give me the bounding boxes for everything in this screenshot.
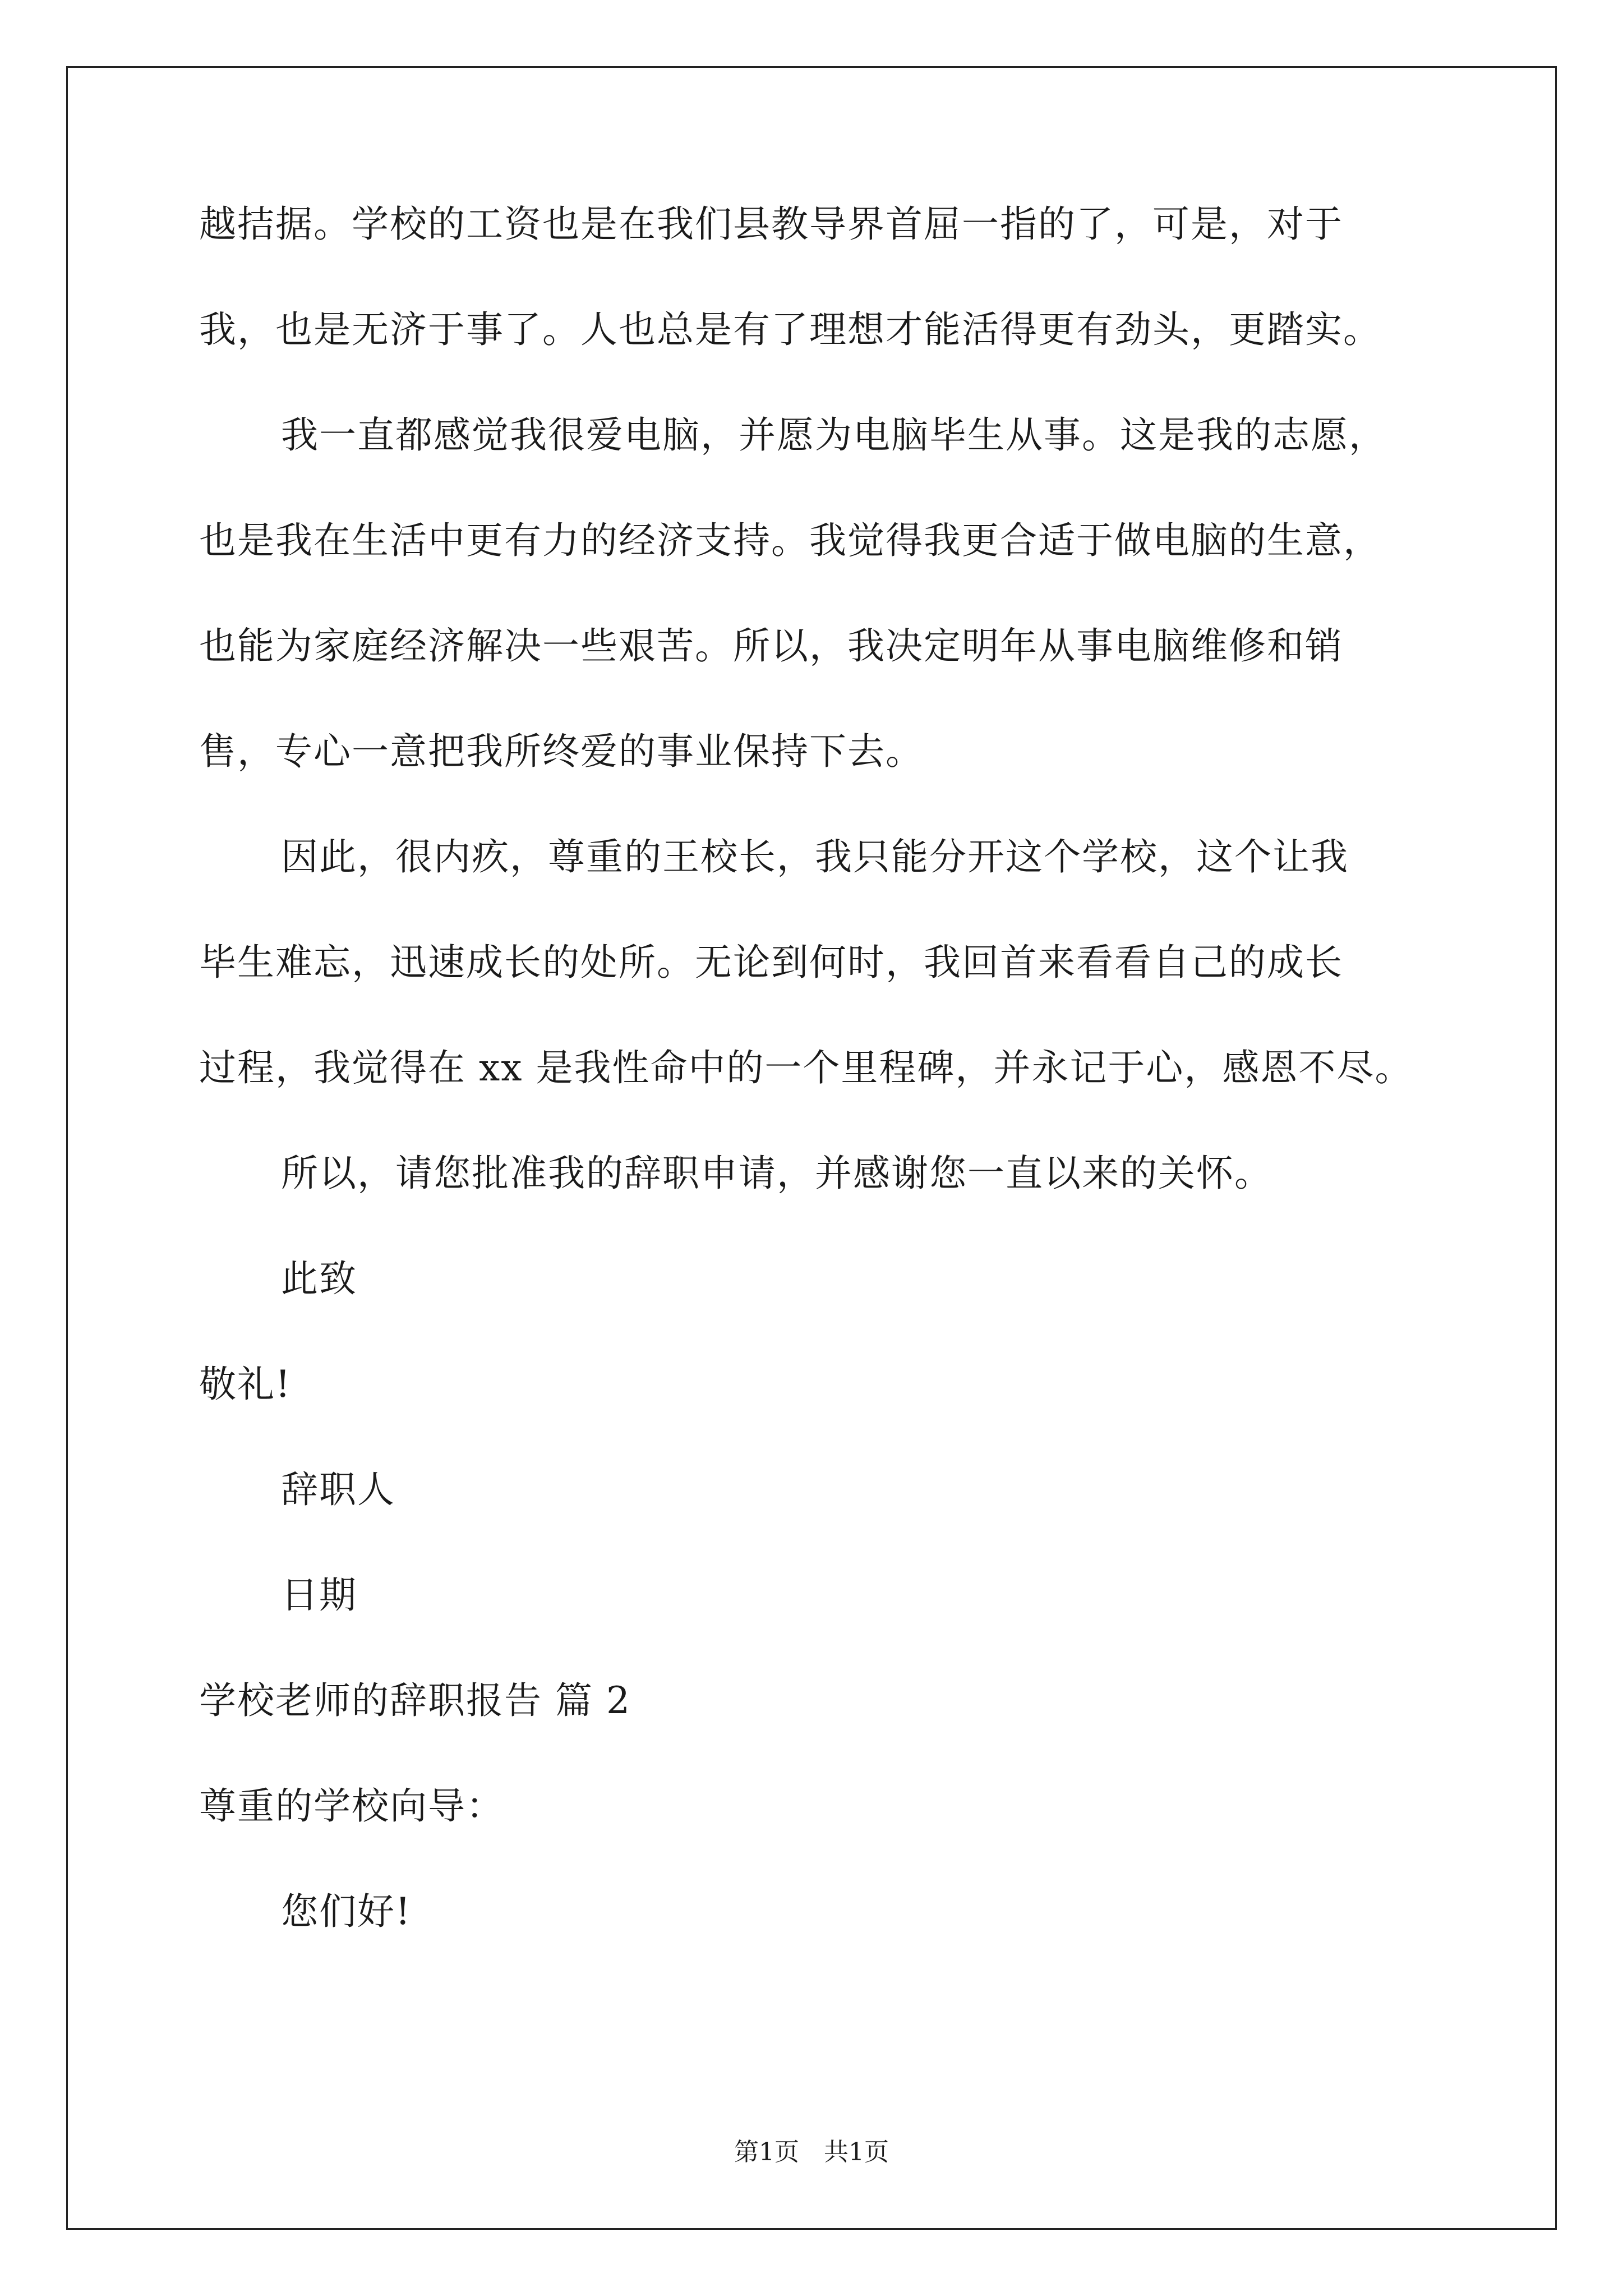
- page-footer: 第1页 共1页: [734, 2138, 889, 2166]
- section-title: 学校老师的辞职报告 篇 2: [199, 1679, 631, 1722]
- addressee-line: 尊重的学校向导：: [199, 1784, 504, 1828]
- paragraph-line: 毕生难忘，迅速成长的处所。无论到何时，我回首来看看自己的成长: [199, 941, 1343, 984]
- paragraph-line: 因此，很内疚，尊重的王校长，我只能分开这个学校，这个让我: [281, 835, 1349, 878]
- paragraph-line: 我一直都感觉我很爱电脑，并愿为电脑毕生从事。这是我的志愿，: [281, 413, 1387, 457]
- paragraph-line: 我，也是无济于事了。人也总是有了理想才能活得更有劲头，更踏实。: [199, 308, 1381, 351]
- signature-line: 辞职人: [281, 1468, 395, 1511]
- closing-line: 此致: [281, 1257, 357, 1300]
- paragraph-line: 越拮据。学校的工资也是在我们县教导界首屈一指的了，可是，对于: [199, 203, 1343, 246]
- salutation-line: 敬礼!: [199, 1363, 292, 1406]
- paragraph-line: 售，专心一意把我所终爱的事业保持下去。: [199, 730, 924, 773]
- greeting-line: 您们好!: [281, 1890, 412, 1933]
- paragraph-line: 所以，请您批准我的辞职申请，并感谢您一直以来的关怀。: [281, 1152, 1272, 1195]
- paragraph-line: 过程，我觉得在 xx 是我性命中的一个里程碑，并永记于心，感恩不尽。: [199, 1046, 1413, 1089]
- paragraph-line: 也是我在生活中更有力的经济支持。我觉得我更合适于做电脑的生意，: [199, 519, 1381, 562]
- date-line: 日期: [281, 1573, 357, 1617]
- paragraph-line: 也能为家庭经济解决一些艰苦。所以，我决定明年从事电脑维修和销: [199, 624, 1343, 668]
